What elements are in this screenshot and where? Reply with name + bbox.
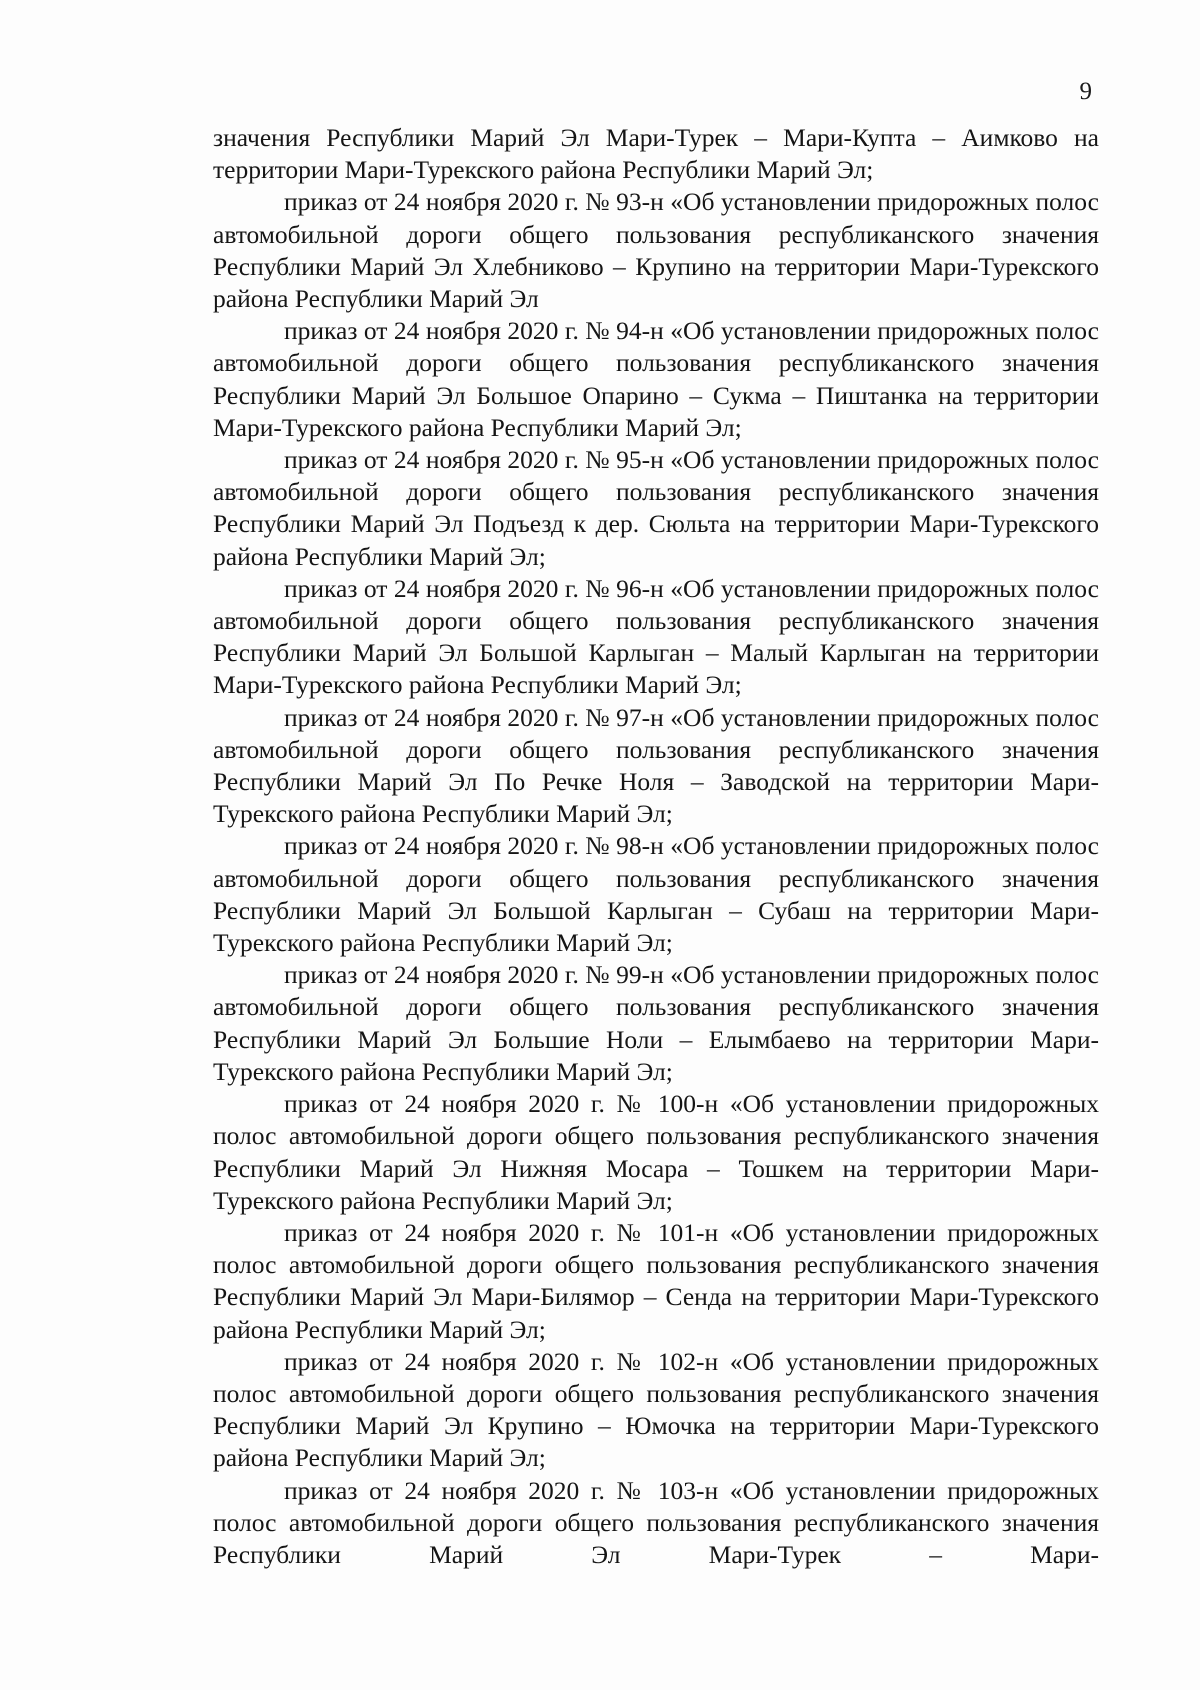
paragraph-order-96: приказ от 24 ноября 2020 г. № 96-н «Об установлении придорожных полос автомобильной дороги общего пользования республиканского значения Республики Марий Эл Большой Карлыган – Малый Карлыган на территории Мари-Турекского района Республики Марий Эл; bbox=[213, 573, 1099, 700]
page-number: 9 bbox=[1079, 78, 1092, 105]
paragraph-order-103: приказ от 24 ноября 2020 г. № 103-н «Об установлении придорожных полос автомобильной дороги общего пользования республиканского значения Республики Марий Эл Мари-Турек – Мари- bbox=[213, 1475, 1099, 1569]
paragraph-order-100: приказ от 24 ноября 2020 г. № 100-н «Об установлении придорожных полос автомобильной дороги общего пользования республиканского значения Республики Марий Эл Нижняя Мосара – Тошкем на территории Мари-Турекского района Республики Марий Эл; bbox=[213, 1089, 1099, 1215]
paragraph-order-93: приказ от 24 ноября 2020 г. № 93-н «Об установлении придорожных полос автомобильной дороги общего пользования республиканского значения Республики Марий Эл Хлебниково – Крупино на территории Мари-Турекского района Республики Марий Эл bbox=[213, 187, 1099, 314]
paragraph-continuation: значения Республики Марий Эл Мари-Турек – Мари-Купта – Аимково на территории Мари-Турекского района Республики Марий Эл; bbox=[213, 123, 1099, 185]
paragraph-order-98: приказ от 24 ноября 2020 г. № 98-н «Об установлении придорожных полос автомобильной дороги общего пользования республиканского значения Республики Марий Эл Большой Карлыган – Субаш на территории Мари-Турекского района Республики Марий Эл; bbox=[213, 831, 1099, 958]
document-body bbox=[213, 122, 1099, 1571]
paragraph-order-102: приказ от 24 ноября 2020 г. № 102-н «Об установлении придорожных полос автомобильной дороги общего пользования республиканского значения Республики Марий Эл Крупино – Юмочка на территории Мари-Турекского района Республики Марий Эл; bbox=[213, 1346, 1099, 1473]
paragraph-order-95: приказ от 24 ноября 2020 г. № 95-н «Об установлении придорожных полос автомобильной дороги общего пользования республиканского значения Республики Марий Эл Подъезд к дер. Сюльта на территории Мари-Турекского района Республики Марий Эл; bbox=[213, 445, 1099, 571]
paragraph-order-97: приказ от 24 ноября 2020 г. № 97-н «Об установлении придорожных полос автомобильной дороги общего пользования республиканского значения Республики Марий Эл По Речке Ноля – Заводской на территории Мари-Турекского района Республики Марий Эл; bbox=[213, 702, 1099, 829]
paragraph-order-101: приказ от 24 ноября 2020 г. № 101-н «Об установлении придорожных полос автомобильной дороги общего пользования республиканского значения Республики Марий Эл Мари-Билямор – Сенда на территории Мари-Турекского района Республики Марий Эл; bbox=[213, 1217, 1099, 1344]
paragraph-order-99: приказ от 24 ноября 2020 г. № 99-н «Об установлении придорожных полос автомобильной дороги общего пользования республиканского значения Республики Марий Эл Большие Ноли – Елымбаево на территории Мари-Турекского района Республики Марий Эл; bbox=[213, 960, 1099, 1086]
paragraph-order-94: приказ от 24 ноября 2020 г. № 94-н «Об установлении придорожных полос автомобильной дороги общего пользования республиканского значения Республики Марий Эл Большое Опарино – Сукма – Пиштанка на территории Мари-Турекского района Республики Марий Эл; bbox=[213, 316, 1099, 442]
